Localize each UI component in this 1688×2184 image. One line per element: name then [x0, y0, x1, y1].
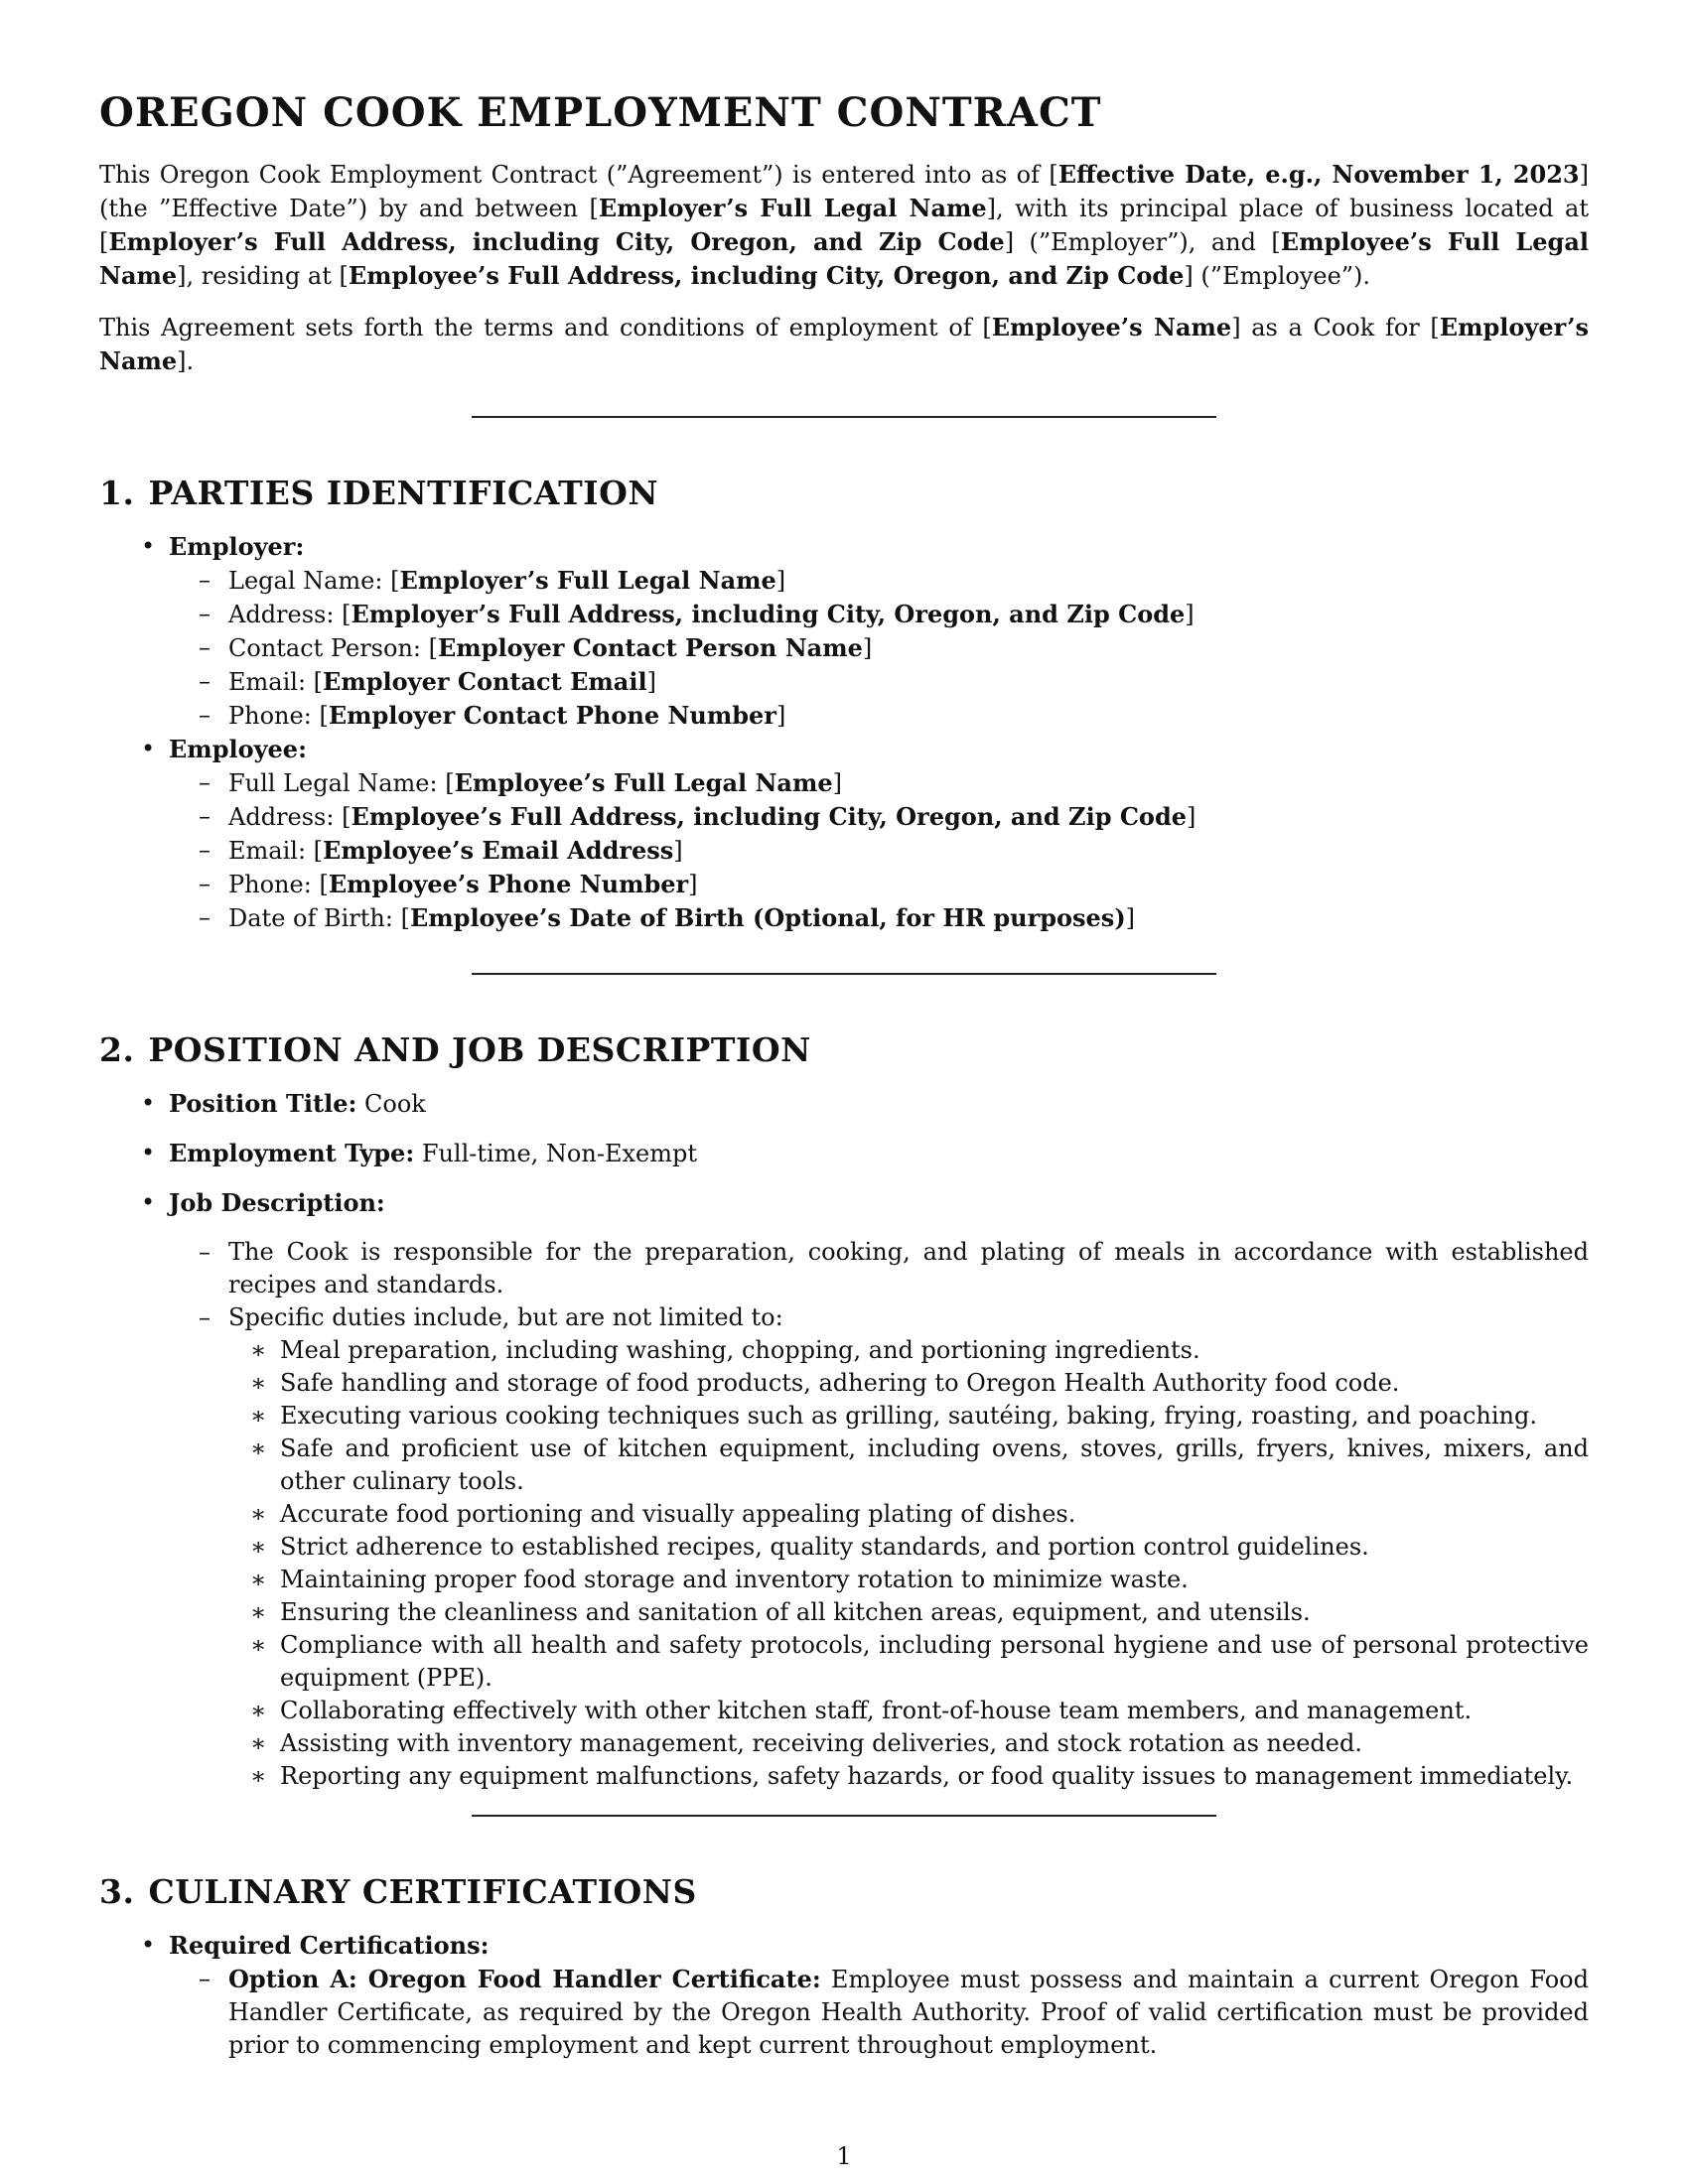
intro-paragraph-2: This Agreement sets forth the terms and conditions of employment of [Employee’s Name] as a Cook for [Employer’s Name].: [99, 313, 1589, 375]
employer-address-placeholder: Employer’s Full Address, including City, Oregon, and Zip Code: [108, 227, 1005, 256]
parties-list: [99, 530, 1589, 935]
position-list: [99, 1087, 1589, 1793]
list-item: – Phone: [Employee’s Phone Number]: [228, 868, 1589, 901]
list-item: – Address: [Employee’s Full Address, including City, Oregon, and Zip Code]: [228, 800, 1589, 834]
option-a-item: – Option A: Oregon Food Handler Certificate: Employee must possess and maintain a current Oregon Food Handler Certificate, as required by the Oregon Health Authority. Proof of valid certification must be provided prior to commencing employment and kept current throughout employment.: [228, 1963, 1589, 2062]
section-divider: [472, 416, 1216, 418]
list-item: – Phone: [Employer Contact Phone Number]: [228, 699, 1589, 733]
page-number: 1: [836, 2142, 852, 2170]
document-title: OREGON COOK EMPLOYMENT CONTRACT: [99, 89, 1102, 136]
certification-options: [169, 1963, 1589, 2062]
employee-name-placeholder: Employee’s Full Legal Name: [99, 227, 1589, 290]
duty-item: ∗ Reporting any equipment malfunctions, safety hazards, or food quality issues to management immediately.: [280, 1760, 1589, 1793]
section-divider: [472, 1815, 1216, 1817]
position-title-item: • Position Title: Cook: [169, 1087, 1589, 1121]
duty-item: ∗ Compliance with all health and safety protocols, including personal hygiene and use of personal protective equipment (PPE).: [280, 1629, 1589, 1695]
list-item: – Specific duties include, but are not limited to: ∗ Meal preparation, including washing, chopping, and portioning ingredients. ∗ Safe handling and storage of food products, adhering to Oregon Health Authority food code. ∗ Executing various cooking techniques such as grilling, sautéing, baking, frying, roasting, and poaching. ∗ Safe and proficient use of kitchen equipment, including ovens, stoves, grills, fryers, knives, mixers, and other culinary tools. ∗ Accurate food portioning and visually appealing plating of dishes. ∗ Strict adherence to established recipes, quality standards, and portion control guidelines. ∗ Maintaining proper food storage and inventory rotation to minimize waste. ∗ Ensuring the cleanliness and sanitation of all kitchen areas, equipment, and utensils. ∗ Compliance with all health and safety protocols, including personal hygiene and use of personal protective equipment (PPE). ∗ Collaborating effectively with other kitchen staff, front-of-house team members, and management. ∗ Assisting with inventory management, receiving deliveries, and stock rotation as needed. ∗ Reporting any equipment malfunctions, safety hazards, or food quality issues to management immediately.: [228, 1301, 1589, 1793]
list-item: – The Cook is responsible for the preparation, cooking, and plating of meals in accordance with established recipes and standards.: [228, 1236, 1589, 1301]
section-3-title: 3. CULINARY CERTIFICATIONS: [99, 1872, 697, 1911]
intro-paragraph-1: This Oregon Cook Employment Contract (”Agreement”) is entered into as of [Effective Date, e.g., November 1, 2023] (the ”Effective Date”) by and between [Employer’s Full Legal Name], with its principal place of business located at [Employer’s Full Address, including City, Oregon, and Zip Code] (”Employer”), and [Employee’s Full Legal Name], residing at [Employee’s Full Address, including City, Oregon, and Zip Code] (”Employee”).: [99, 160, 1589, 290]
certifications-list: [99, 1929, 1589, 2062]
duty-item: ∗ Meal preparation, including washing, chopping, and portioning ingredients.: [280, 1334, 1589, 1367]
section-2-title: 2. POSITION AND JOB DESCRIPTION: [99, 1030, 811, 1069]
employer-short-name-placeholder: Employer’s Name: [99, 313, 1589, 375]
list-item: – Contact Person: [Employer Contact Person Name]: [228, 631, 1589, 665]
list-item: – Date of Birth: [Employee’s Date of Birth (Optional, for HR purposes)]: [228, 901, 1589, 935]
job-description-details: [169, 1236, 1589, 1793]
document-page: [99, 89, 1589, 2062]
employee-address-placeholder: Employee’s Full Address, including City, Oregon, and Zip Code: [348, 261, 1185, 290]
employee-group: • Employee: – Full Legal Name: [Employee’s Full Legal Name] – Address: [Employee’s Full Address, including City, Oregon, and Zip Code] – Email: [Employee’s Email Address] – Phone: [Employee’s Phone Number] – Date of Birth: [Employee’s Date of Birth (Optional, for HR purposes)]: [169, 733, 1589, 935]
list-item: – Legal Name: [Employer’s Full Legal Name]: [228, 564, 1589, 598]
duty-item: ∗ Strict adherence to established recipes, quality standards, and portion control guidelines.: [280, 1531, 1589, 1564]
duty-item: ∗ Collaborating effectively with other kitchen staff, front-of-house team members, and management.: [280, 1695, 1589, 1727]
list-item: – Email: [Employer Contact Email]: [228, 665, 1589, 699]
job-description-item: • Job Description: – The Cook is responsible for the preparation, cooking, and plating of meals in accordance with established recipes and standards. – Specific duties include, but are not limited to: ∗ Meal preparation, including washing, chopping, and portioning ingredients. ∗ Safe handling and storage of food products, adhering to Oregon Health Authority food code. ∗ Executing various cooking techniques such as grilling, sautéing, baking, frying, roasting, and poaching. ∗ Safe and proficient use of kitchen equipment, including ovens, stoves, grills, fryers, knives, mixers, and other culinary tools. ∗ Accurate food portioning and visually appealing plating of dishes. ∗ Strict adherence to established recipes, quality standards, and portion control guidelines. ∗ Maintaining proper food storage and inventory rotation to minimize waste. ∗ Ensuring the cleanliness and sanitation of all kitchen areas, equipment, and utensils. ∗ Compliance with all health and safety protocols, including personal hygiene and use of personal protective equipment (PPE). ∗ Collaborating effectively with other kitchen staff, front-of-house team members, and management. ∗ Assisting with inventory management, receiving deliveries, and stock rotation as needed. ∗ Reporting any equipment malfunctions, safety hazards, or food quality issues to management immediately.: [169, 1186, 1589, 1793]
duties-list: [228, 1334, 1589, 1793]
duty-item: ∗ Ensuring the cleanliness and sanitation of all kitchen areas, equipment, and utensils.: [280, 1596, 1589, 1629]
list-item: – Email: [Employee’s Email Address]: [228, 834, 1589, 868]
employer-details: [169, 564, 1589, 733]
section-divider: [472, 973, 1216, 975]
employer-group: • Employer: – Legal Name: [Employer’s Full Legal Name] – Address: [Employer’s Full Address, including City, Oregon, and Zip Code] – Contact Person: [Employer Contact Person Name] – Email: [Employer Contact Email] – Phone: [Employer Contact Phone Number]: [169, 530, 1589, 733]
duty-item: ∗ Safe handling and storage of food products, adhering to Oregon Health Authority food code.: [280, 1367, 1589, 1400]
duty-item: ∗ Maintaining proper food storage and inventory rotation to minimize waste.: [280, 1564, 1589, 1596]
duty-item: ∗ Executing various cooking techniques such as grilling, sautéing, baking, frying, roasting, and poaching.: [280, 1400, 1589, 1433]
list-item: – Full Legal Name: [Employee’s Full Legal Name]: [228, 766, 1589, 800]
employer-name-placeholder: Employer’s Full Legal Name: [598, 194, 987, 222]
employment-type-item: • Employment Type: Full-time, Non-Exempt: [169, 1137, 1589, 1170]
duty-item: ∗ Assisting with inventory management, receiving deliveries, and stock rotation as needed.: [280, 1727, 1589, 1760]
required-certifications-item: • Required Certifications: – Option A: Oregon Food Handler Certificate: Employee must possess and maintain a current Oregon Food Handler Certificate, as required by the Oregon Health Authority. Proof of valid certification must be provided prior to commencing employment and kept current throughout employment.: [169, 1929, 1589, 2062]
section-1-title: 1. PARTIES IDENTIFICATION: [99, 474, 658, 512]
duty-item: ∗ Accurate food portioning and visually appealing plating of dishes.: [280, 1498, 1589, 1531]
effective-date-placeholder: Effective Date, e.g., November 1, 2023: [1057, 160, 1580, 189]
employee-short-name-placeholder: Employee’s Name: [991, 313, 1232, 341]
list-item: – Address: [Employer’s Full Address, including City, Oregon, and Zip Code]: [228, 598, 1589, 631]
employee-details: [169, 766, 1589, 935]
duty-item: ∗ Safe and proficient use of kitchen equipment, including ovens, stoves, grills, fryers, knives, mixers, and other culinary tools.: [280, 1433, 1589, 1498]
